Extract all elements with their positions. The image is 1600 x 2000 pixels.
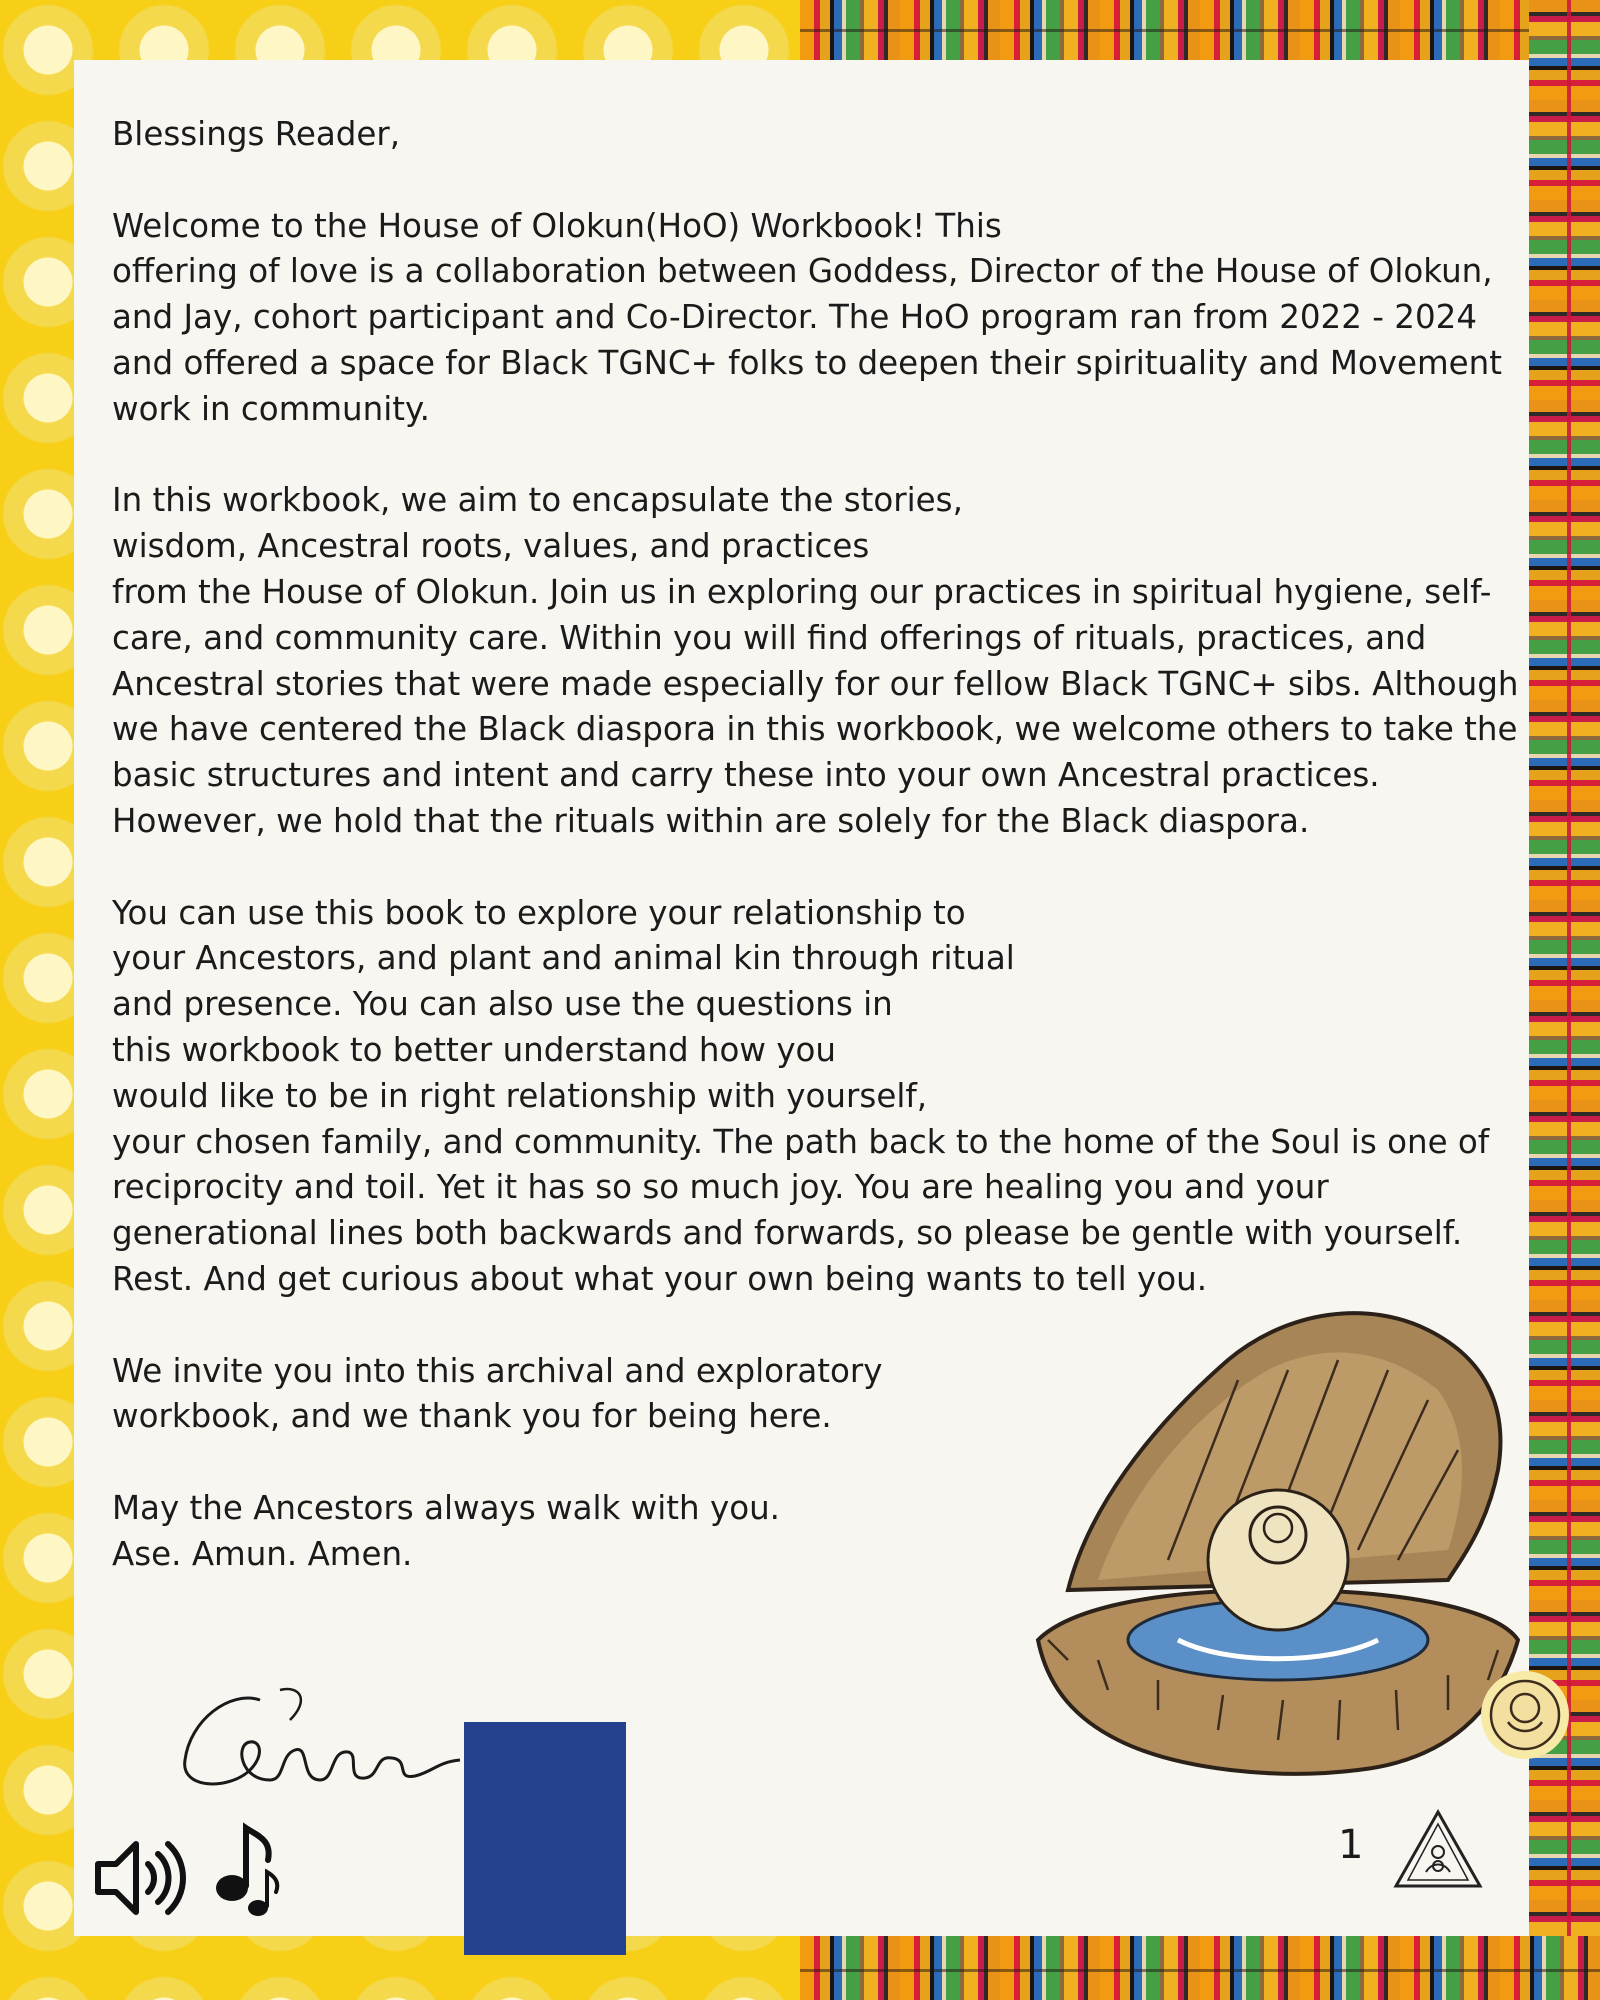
speaker-icon[interactable] bbox=[92, 1836, 188, 1920]
paragraph-aim: In this workbook, we aim to encapsulate the stories, wisdom, Ancestral roots, values, and practices from the House of Olokun. Join us in exploring our practices in spiritual hygiene, self- care, and community care. Within you will find offerings of rituals, practices, and Ancestral stories that were made especially for our fellow Black TGNC+ sibs. Although we have centered the Black diaspora in this workbook, we welcome others to take the basic structures and intent and carry these into your own Ancestral practices. However, we hold that the rituals within are solely for the Black diaspora. bbox=[112, 481, 1519, 840]
paragraph-welcome: Welcome to the House of Olokun(HoO) Workbook! This offering of love is a collaboration between Goddess, Director of the House of Olokun, and Jay, cohort participant and Co-Director. The HoO program ran from 2022 - 2024 and offered a space for Black TGNC+ folks to deepen their spirituality and Movement work in community. bbox=[112, 206, 1503, 428]
paragraph-closing: May the Ancestors always walk with you. Ase. Amun. Amen. bbox=[112, 1488, 781, 1573]
kente-border-top bbox=[800, 0, 1600, 60]
kente-border-bottom bbox=[800, 1936, 1600, 2000]
paragraph-invite: We invite you into this archival and exploratory workbook, and we thank you for being here. bbox=[112, 1351, 883, 1436]
greeting: Blessings Reader, bbox=[112, 115, 401, 153]
small-pearl-icon bbox=[1478, 1668, 1572, 1762]
paragraph-use: You can use this book to explore your relationship to your Ancestors, and plant and animal kin through ritual and presence. You can also use the questions in this workbook to better understand how you would like to be in right relationship with yourself, your chosen family, and community. The path back to the home of the Soul is one of reciprocity and toil. Yet it has so so much joy. You are healing you and your generational lines both backwards and forwards, so please be gentle with yourself. Rest. And get curious about what your own being wants to tell you. bbox=[112, 893, 1490, 1298]
oyster-pearl-illustration bbox=[1028, 1290, 1528, 1780]
triangle-logo-icon bbox=[1392, 1806, 1484, 1892]
music-note-icon[interactable] bbox=[212, 1820, 288, 1920]
handwritten-signature bbox=[170, 1680, 470, 1810]
page-number: 1 bbox=[1338, 1822, 1364, 1868]
blue-block bbox=[464, 1722, 626, 1955]
